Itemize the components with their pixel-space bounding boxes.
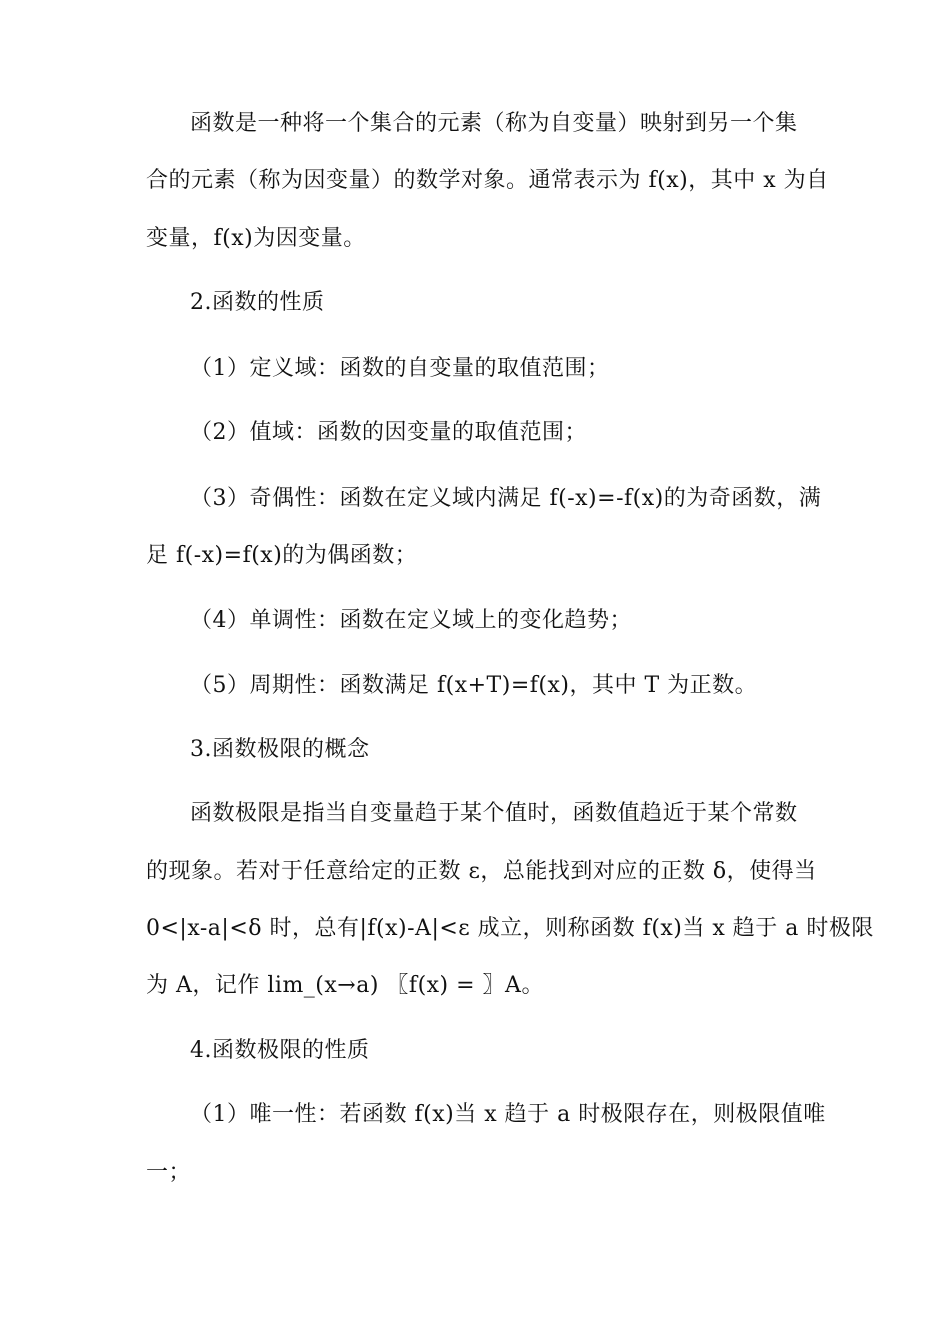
list-item-periodicity: （5）周期性：函数满足 f(x+T)=f(x)，其中 T 为正数。 — [190, 673, 758, 698]
list-item-uniqueness-line-2: 一； — [146, 1160, 192, 1185]
section-heading-function-properties: 2.函数的性质 — [190, 290, 325, 315]
list-item-range: （2）值域：函数的因变量的取值范围； — [190, 420, 587, 445]
paragraph-limit-definition-line-4: 为 A，记作 lim_(x→a) 〖f(x) = 〗A。 — [146, 973, 544, 998]
paragraph-limit-definition-line-1: 函数极限是指当自变量趋于某个值时，函数值趋近于某个常数 — [190, 801, 798, 826]
paragraph-limit-definition-line-2: 的现象。若对于任意给定的正数 ε，总能找到对应的正数 δ，使得当 — [146, 859, 817, 884]
paragraph-function-definition-line-1: 函数是一种将一个集合的元素（称为自变量）映射到另一个集 — [190, 111, 798, 136]
list-item-monotonicity: （4）单调性：函数在定义域上的变化趋势； — [190, 608, 632, 633]
paragraph-limit-definition-line-3: 0<|x-a|<δ 时，总有|f(x)-A|<ε 成立，则称函数 f(x)当 x 趋于 a 时极限 — [146, 916, 874, 941]
section-heading-limit-properties: 4.函数极限的性质 — [190, 1038, 370, 1063]
list-item-parity-line-2: 足 f(-x)=f(x)的为偶函数； — [146, 543, 418, 568]
list-item-domain: （1）定义域：函数的自变量的取值范围； — [190, 356, 610, 381]
paragraph-function-definition-line-2: 合的元素（称为因变量）的数学对象。通常表示为 f(x)，其中 x 为自 — [146, 168, 829, 193]
paragraph-function-definition-line-3: 变量，f(x)为因变量。 — [146, 226, 366, 251]
section-heading-limit-concept: 3.函数极限的概念 — [190, 737, 370, 762]
list-item-uniqueness-line-1: （1）唯一性：若函数 f(x)当 x 趋于 a 时极限存在，则极限值唯 — [190, 1102, 826, 1127]
list-item-parity-line-1: （3）奇偶性：函数在定义域内满足 f(-x)=-f(x)的为奇函数，满 — [190, 486, 822, 511]
